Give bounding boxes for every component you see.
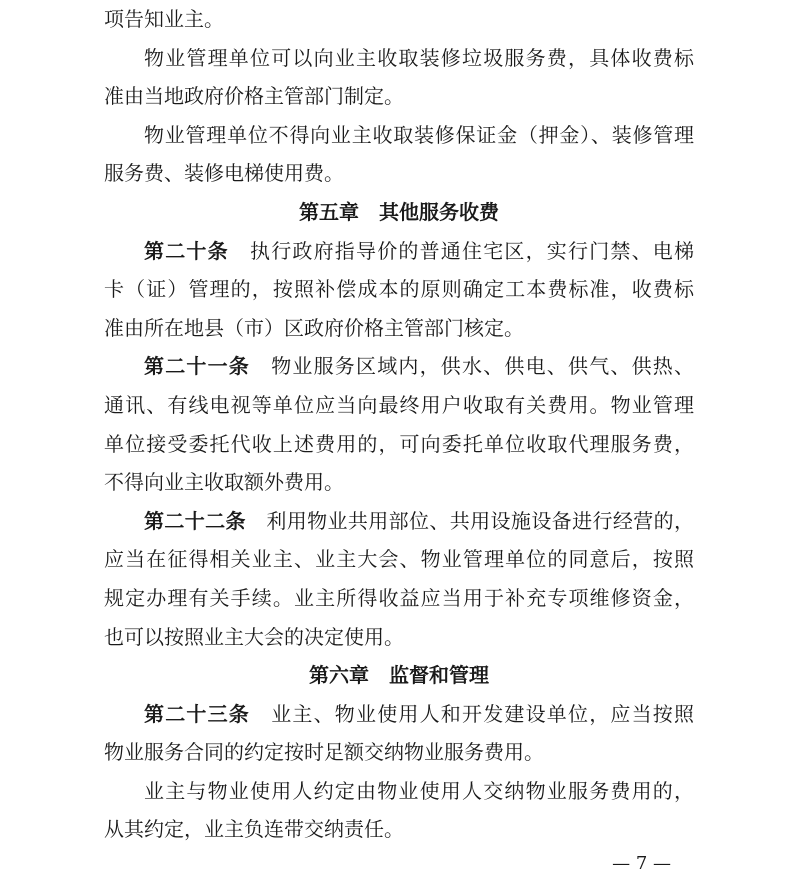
article-text: 业主、物业使用人和开发建设单位，应当按照 [270,701,694,726]
text-line: 业主与物业使用人约定由物业使用人交纳物业服务费用的， [144,778,694,803]
chapter-title: 其他服务收费 [379,199,499,224]
text-line: 物业服务合同的约定按时足额交纳物业服务费用。 [104,740,544,765]
text-line: 准由当地政府价格主管部门制定。 [104,84,404,109]
article-label: 第二十一条 [144,354,250,379]
text-line: 从其约定，业主负连带交纳责任。 [104,817,404,842]
article-label: 第二十二条 [144,508,246,533]
text-line: 服务费、装修电梯使用费。 [104,161,344,186]
text-line: 单位接受委托代收上述费用的，可向委托单位收取代理服务费， [104,431,694,456]
article-text: 物业服务区域内，供水、供电、供气、供热、 [270,354,694,379]
chapter-heading [104,193,694,232]
page-body [104,0,694,849]
text-line: 准由所在地县（市）区政府价格主管部门核定。 [104,315,524,340]
page-number: — 7 — [612,853,671,874]
article-text: 利用物业共用部位、共用设施设备进行经营的， [265,508,695,533]
article-line [104,502,694,541]
text-line: 不得向业主收取额外费用。 [104,470,344,495]
chapter-number: 第六章 [309,663,369,688]
article-line [104,695,694,734]
chapter-title: 监督和管理 [389,663,489,688]
chapter-number: 第五章 [299,199,359,224]
text-line: 应当在征得相关业主、业主大会、物业管理单位的同意后，按照 [104,547,694,572]
article-line [104,347,694,386]
text-line: 物业管理单位可以向业主收取装修垃圾服务费，具体收费标 [144,45,694,70]
text-line: 物业管理单位不得向业主收取装修保证金（押金）、装修管理 [144,122,694,147]
text-line: 卡（证）管理的，按照补偿成本的原则确定工本费标准，收费标 [104,277,694,302]
text-line: 通讯、有线电视等单位应当向最终用户收取有关费用。物业管理 [104,392,694,417]
text-line: 也可以按照业主大会的决定使用。 [104,624,404,649]
article-label: 第二十三条 [144,701,250,726]
chapter-heading [104,656,694,695]
article-text: 执行政府指导价的普通住宅区，实行门禁、电梯 [248,238,695,263]
article-label: 第二十条 [144,238,229,263]
text-line: 项告知业主。 [104,7,224,31]
article-line [104,232,694,271]
text-line: 规定办理有关手续。业主所得收益应当用于补充专项维修资金， [104,585,694,610]
